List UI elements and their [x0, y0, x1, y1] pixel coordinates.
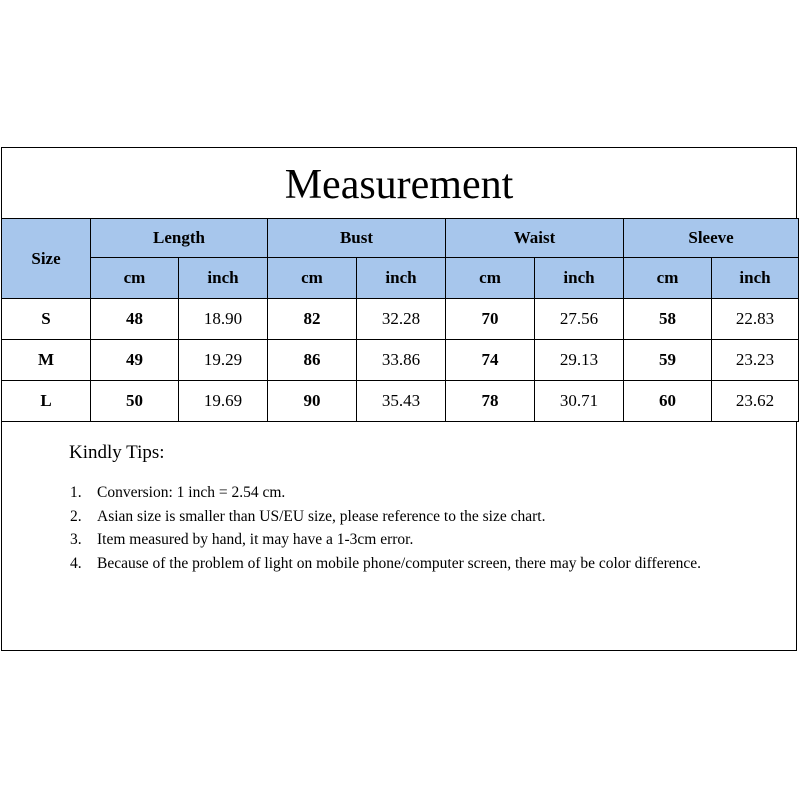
table-cell: 18.90 [179, 299, 268, 340]
list-item [69, 505, 749, 529]
table-row [2, 299, 799, 340]
size-header: Size [2, 219, 91, 299]
table-cell: 19.69 [179, 381, 268, 422]
unit-header: inch [179, 258, 268, 299]
list-number: 3. [70, 531, 82, 548]
table-cell: 59 [624, 340, 712, 381]
table-cell: 48 [91, 299, 179, 340]
list-item [69, 481, 749, 505]
list-item [69, 528, 749, 552]
table-cell: 58 [624, 299, 712, 340]
table-cell: 78 [446, 381, 535, 422]
table-cell: 22.83 [712, 299, 799, 340]
table-cell: 90 [268, 381, 357, 422]
table-cell: 19.29 [179, 340, 268, 381]
list-item [69, 552, 749, 576]
table-cell: 74 [446, 340, 535, 381]
list-text: Because of the problem of light on mobile phone/computer screen, there may be color difference. [97, 554, 701, 572]
size-cell: M [2, 340, 91, 381]
list-text: Asian size is smaller than US/EU size, please reference to the size chart. [97, 507, 546, 525]
table-row [2, 340, 799, 381]
unit-header: inch [535, 258, 624, 299]
table-cell: 27.56 [535, 299, 624, 340]
table-cell: 23.62 [712, 381, 799, 422]
size-cell: S [2, 299, 91, 340]
tips-list [69, 481, 749, 575]
table-cell: 82 [268, 299, 357, 340]
table-cell: 86 [268, 340, 357, 381]
unit-header: cm [446, 258, 535, 299]
size-table [1, 218, 799, 422]
tips-title: Kindly Tips: [69, 442, 165, 463]
table-cell: 49 [91, 340, 179, 381]
header-waist: Waist [446, 219, 624, 258]
measurement-chart [1, 147, 797, 651]
table-row [2, 381, 799, 422]
table-cell: 50 [91, 381, 179, 422]
unit-header: cm [91, 258, 179, 299]
list-number: 1. [70, 484, 82, 501]
size-cell: L [2, 381, 91, 422]
unit-header: inch [712, 258, 799, 299]
list-text: Item measured by hand, it may have a 1-3cm error. [97, 531, 414, 548]
unit-header: inch [357, 258, 446, 299]
header-bust: Bust [268, 219, 446, 258]
header-length: Length [91, 219, 268, 258]
page-title: Measurement [284, 162, 514, 208]
table-cell: 30.71 [535, 381, 624, 422]
unit-header: cm [624, 258, 712, 299]
table-cell: 32.28 [357, 299, 446, 340]
table-cell: 29.13 [535, 340, 624, 381]
list-number: 4. [70, 554, 82, 572]
table-cell: 33.86 [357, 340, 446, 381]
list-text: Conversion: 1 inch = 2.54 cm. [97, 484, 286, 501]
table-cell: 70 [446, 299, 535, 340]
table-cell: 23.23 [712, 340, 799, 381]
list-number: 2. [70, 507, 82, 525]
table-cell: 60 [624, 381, 712, 422]
header-sleeve: Sleeve [624, 219, 799, 258]
tips-section [69, 442, 749, 575]
table-cell: 35.43 [357, 381, 446, 422]
unit-header: cm [268, 258, 357, 299]
